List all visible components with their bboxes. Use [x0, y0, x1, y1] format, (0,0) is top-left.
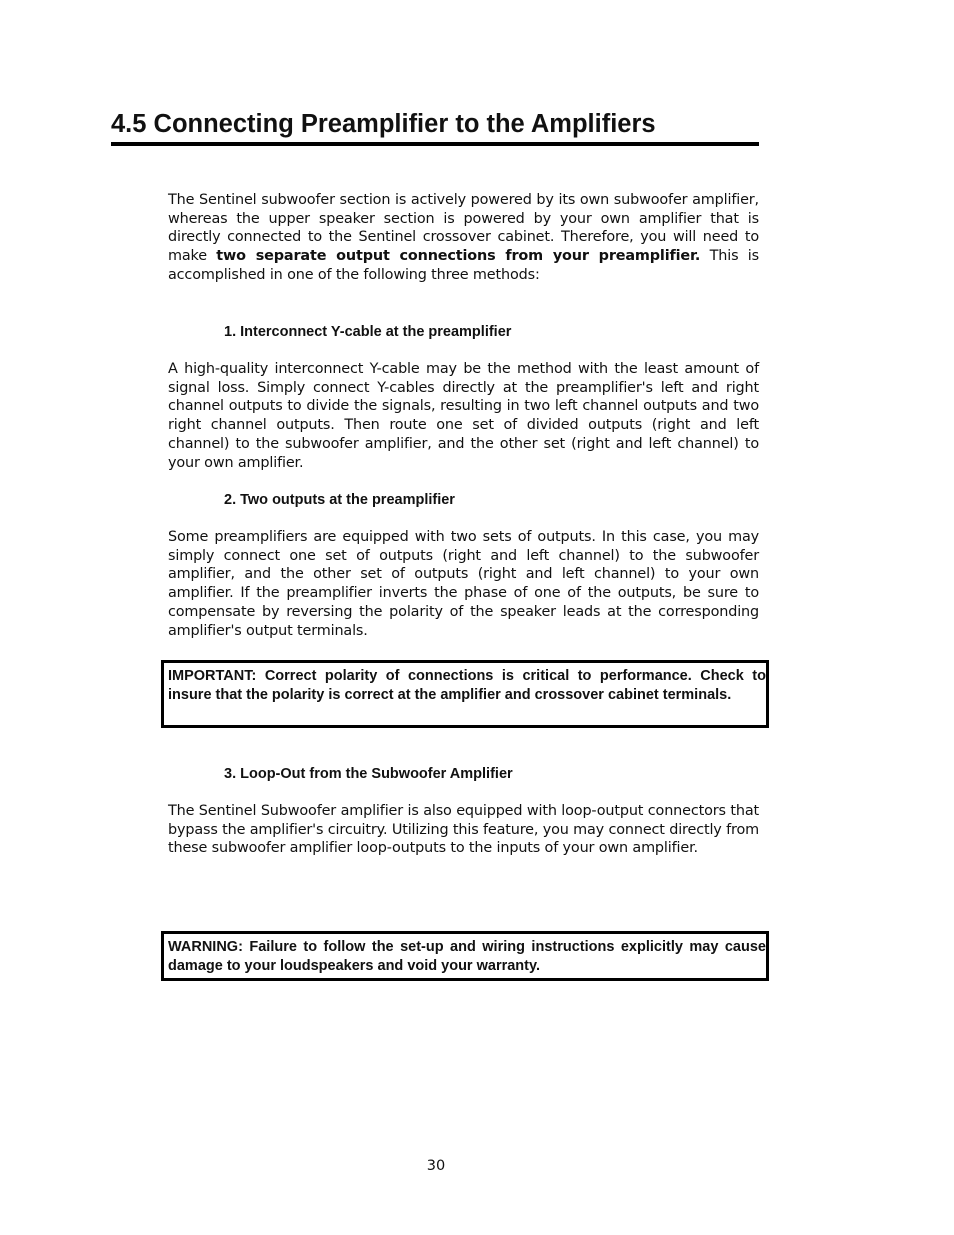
- page-number: 30: [426, 1158, 446, 1174]
- method-2-heading: 2. Two outputs at the preamplifier: [224, 492, 455, 508]
- warning-notice-box: WARNING: Failure to follow the set-up and wiring instructions explicitly may cause damage to your loudspeakers and void your warranty.: [161, 931, 769, 981]
- intro-paragraph: [168, 191, 759, 285]
- intro-text: The Sentinel subwoofer section is actively powered by its own subwoofer amplifier, whereas the upper speaker section is powered by your own amplifier that is directly connected to the Sentinel crossover cabinet. Therefore, you will need to make: [168, 192, 759, 265]
- important-notice-box: IMPORTANT: Correct polarity of connections is critical to performance. Check to insure that the polarity is correct at the amplifier and crossover cabinet terminals.: [161, 660, 769, 728]
- method-3-heading: 3. Loop-Out from the Subwoofer Amplifier: [224, 766, 513, 782]
- method-2-body: Some preamplifiers are equipped with two sets of outputs. In this case, you may simply connect one set of outputs (right and left channel) to the subwoofer amplifier, and the other set of outputs (right and left channel) to your own amplifier. If the preamplifier inverts the phase of one of the outputs, be sure to compensate by reversing the polarity of the speaker leads at the corresponding amplifier's output terminals.: [168, 529, 759, 639]
- intro-text-end: This is accomplished in one of the following three methods:: [168, 248, 759, 283]
- intro-bold-text: two separate output connections from your preamplifier.: [216, 248, 701, 265]
- method-1-heading: 1. Interconnect Y-cable at the preamplifier: [224, 324, 512, 340]
- method-1-body: A high-quality interconnect Y-cable may be the method with the least amount of signal loss. Simply connect Y-cables directly at the preamplifier's left and right channel outputs to divide the signals, resulting in two left channel outputs and two right channel outputs. Then route one set of divided outputs (right and left channel) to the subwoofer amplifier, and the other set (right and left channel) to your own amplifier.: [168, 361, 759, 471]
- method-3-body: The Sentinel Subwoofer amplifier is also equipped with loop-output connectors that bypass the amplifier's circuitry. Utilizing this feature, you may connect directly from these subwoofer amplifier loop-outputs to the inputs of your own amplifier.: [168, 803, 759, 857]
- section-heading: 4.5 Connecting Preamplifier to the Amplifiers: [111, 106, 759, 146]
